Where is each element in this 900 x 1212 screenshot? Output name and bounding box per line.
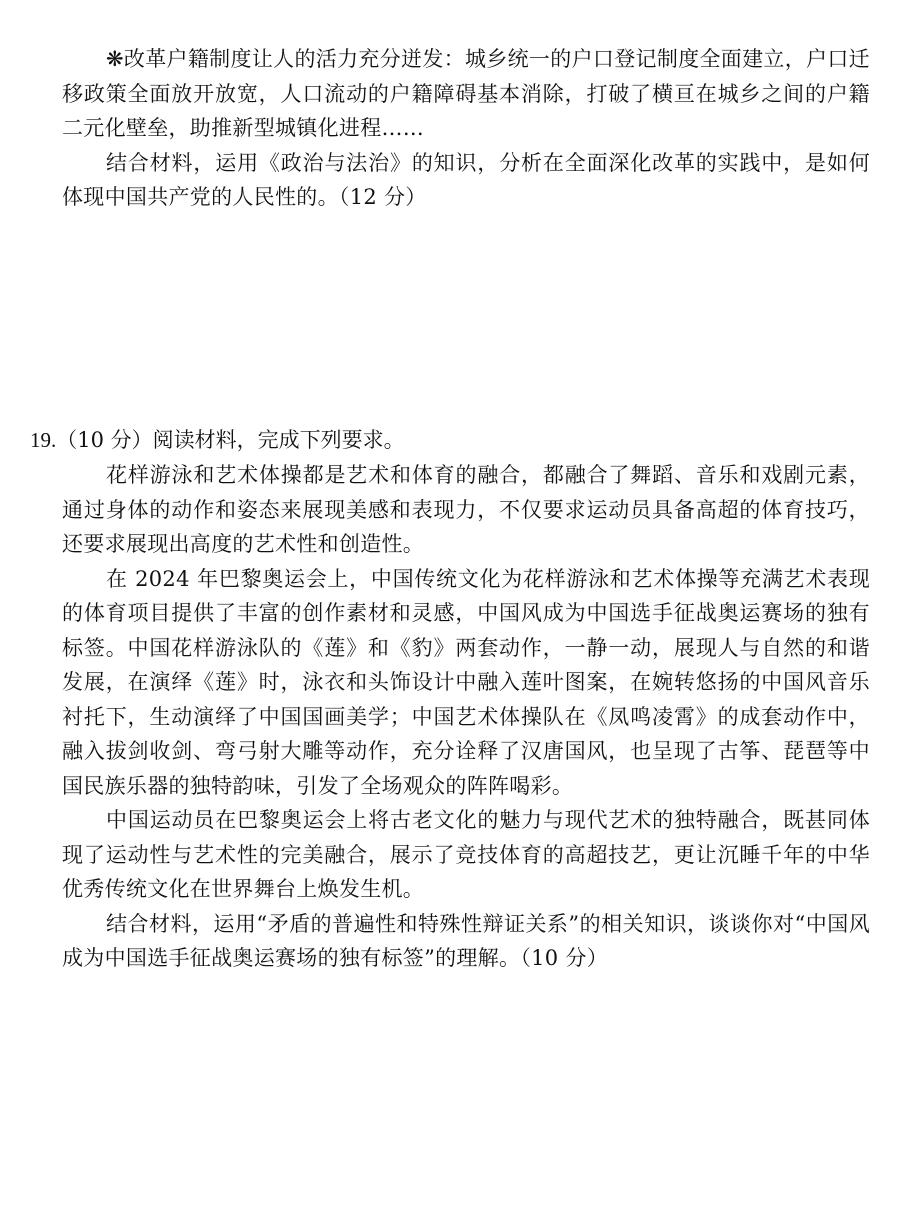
q19-paragraph-2: 在 2024 年巴黎奥运会上，中国传统文化为花样游泳和艺术体操等充满艺术表现的体育项目提供了丰富的创作素材和灵感，中国风成为中国选手征战奥运赛场的独有标签。中国花样游泳队的《莲》和《豹》两套动作，一静一动，展现人与自然的和谐发展，在演绎《莲》时，泳衣和头饰设计中融入莲叶图案，在婉转悠扬的中国风音乐衬托下，生动演绎了中国国画美学；中国艺术体操队在《凤鸣凌霄》的成套动作中，融入拔剑收剑、弯弓射大雕等动作，充分诠释了汉唐国风，也呈现了古筝、琵琶等中国民族乐器的独特韵味，引发了全场观众的阵阵喝彩。: [62, 566, 870, 798]
q19-heading: [30, 423, 870, 458]
q19-material-section: [62, 458, 870, 976]
q19-number: 19.: [30, 428, 57, 452]
q19-paragraph-1: 花样游泳和艺术体操都是艺术和体育的融合，都融合了舞蹈、音乐和戏剧元素，通过身体的动作和姿态来展现美感和表现力，不仅要求运动员具备高超的体育技巧，还要求展现出高度的艺术性和创造性。: [62, 463, 870, 556]
q18-material-section: [62, 42, 870, 215]
q19-heading-text: （10 分）阅读材料，完成下列要求。: [56, 428, 405, 452]
q18-question: 结合材料，运用《政治与法治》的知识，分析在全面深化改革的实践中，是如何体现中国共产党的人民性的。（12 分）: [62, 150, 870, 209]
q19-paragraph-3: 中国运动员在巴黎奥运会上将古老文化的魅力与现代艺术的独特融合，既甚同体现了运动性与艺术性的完美融合，展示了竞技体育的高超技艺，更让沉睡千年的中华优秀传统文化在世界舞台上焕发生机。: [62, 808, 870, 901]
q18-bullet-paragraph: ❋改革户籍制度让人的活力充分迸发：城乡统一的户口登记制度全面建立，户口迁移政策全面放开放宽，人口流动的户籍障碍基本消除，打破了横亘在城乡之间的户籍二元化壁垒，助推新型城镇化进程……: [62, 47, 870, 140]
q19-question: 结合材料，运用“矛盾的普遍性和特殊性辩证关系”的相关知识，谈谈你对“中国风成为中国选手征战奥运赛场的独有标签”的理解。（10 分）: [62, 911, 870, 970]
